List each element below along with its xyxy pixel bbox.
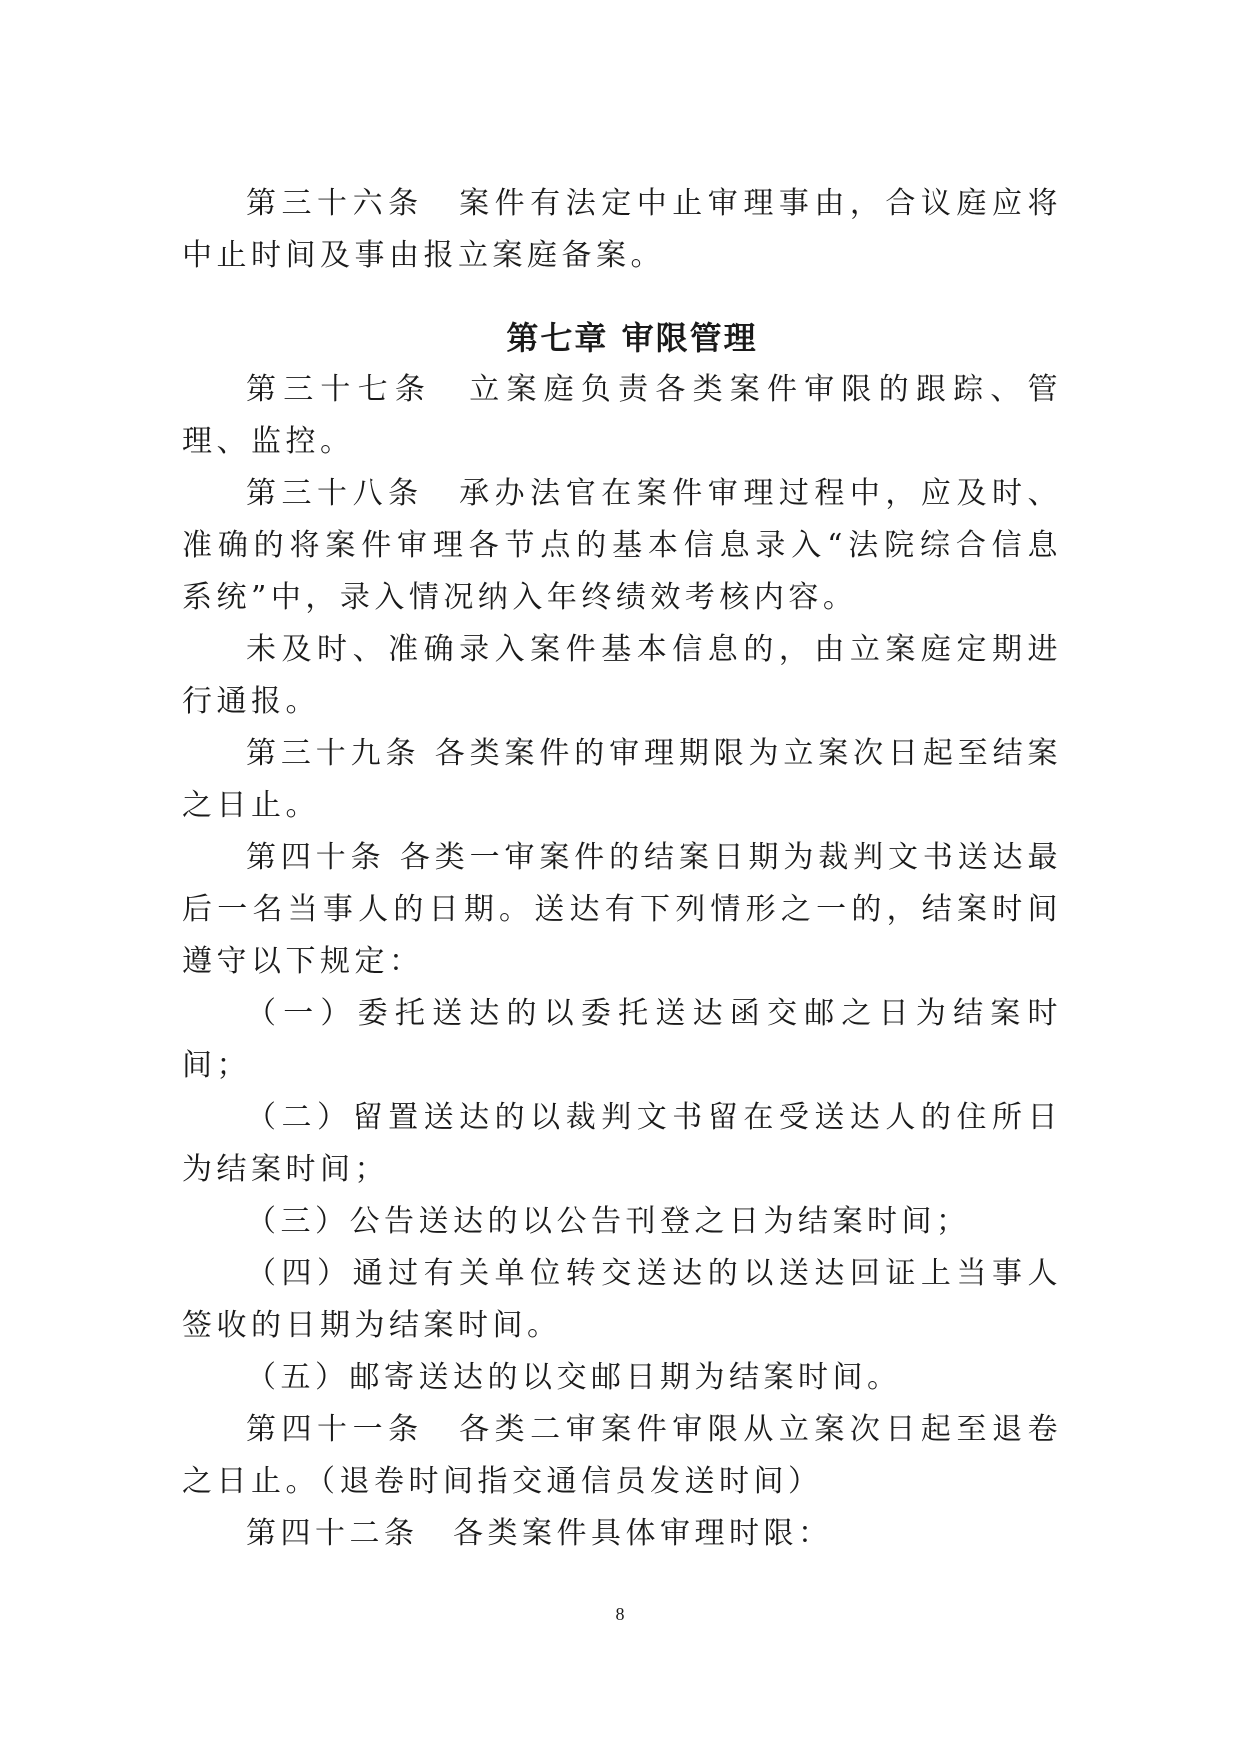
article-40-item-5: （五）邮寄送达的以交邮日期为结案时间。 <box>246 1360 902 1395</box>
article-40: 第四十条 各类一审案件的结案日期为裁判文书送达最后一名当事人的日期。送达有下列情形之一的，结案时间遵守以下规定： <box>182 840 1062 979</box>
article-42: 第四十二条 各类案件具体审理时限： <box>246 1516 833 1551</box>
article-40-item-4: （四）通过有关单位转交送达的以送达回证上当事人签收的日期为结案时间。 <box>182 1256 1062 1343</box>
article-39: 第三十九条 各类案件的审理期限为立案次日起至结案之日止。 <box>182 736 1062 823</box>
page-number: 8 <box>615 1604 625 1624</box>
article-36: 第三十六条 案件有法定中止审理事由，合议庭应将中止时间及事由报立案庭备案。 <box>182 186 1062 273</box>
article-40-item-3: （三）公告送达的以公告刊登之日为结案时间； <box>246 1204 971 1239</box>
article-38-paragraph-2: 未及时、准确录入案件基本信息的，由立案庭定期进行通报。 <box>182 632 1062 719</box>
article-40-item-2: （二）留置送达的以裁判文书留在受送达人的住所日为结案时间； <box>182 1100 1062 1187</box>
chapter-heading: 第七章 审限管理 <box>506 319 758 357</box>
article-37: 第三十七条 立案庭负责各类案件审限的跟踪、管理、监控。 <box>182 372 1062 459</box>
document-body <box>182 178 1062 1560</box>
article-38: 第三十八条 承办法官在案件审理过程中，应及时、准确的将案件审理各节点的基本信息录入“法院综合信息系统”中，录入情况纳入年终绩效考核内容。 <box>182 476 1062 615</box>
article-41: 第四十一条 各类二审案件审限从立案次日起至退卷之日止。（退卷时间指交通信员发送时间） <box>182 1412 1062 1499</box>
article-40-item-1: （一）委托送达的以委托送达函交邮之日为结案时间； <box>182 996 1062 1083</box>
